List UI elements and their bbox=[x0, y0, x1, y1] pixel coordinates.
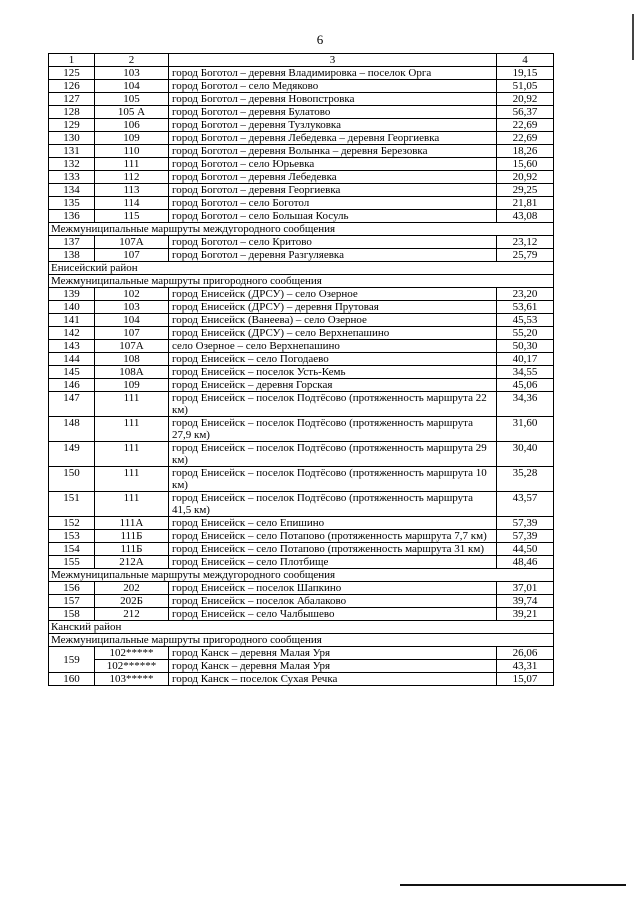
bottom-rule bbox=[400, 884, 626, 886]
route-length: 45,06 bbox=[497, 379, 554, 392]
row-number: 133 bbox=[49, 171, 95, 184]
route-length: 51,05 bbox=[497, 80, 554, 93]
table-row bbox=[49, 556, 554, 569]
route-number: 106 bbox=[95, 119, 169, 132]
route-name: город Енисейск – поселок Подтёсово (протяженность маршрута 10 км) bbox=[169, 467, 497, 492]
row-number: 143 bbox=[49, 340, 95, 353]
row-number: 136 bbox=[49, 210, 95, 223]
row-number: 159 bbox=[49, 647, 95, 673]
table-row bbox=[49, 442, 554, 467]
route-number: 109 bbox=[95, 379, 169, 392]
route-name: город Енисейск – село Плотбище bbox=[169, 556, 497, 569]
row-number: 156 bbox=[49, 582, 95, 595]
route-length: 35,28 bbox=[497, 467, 554, 492]
route-name: город Канск – деревня Малая Уря bbox=[169, 660, 497, 673]
row-number: 131 bbox=[49, 145, 95, 158]
route-number: 111 bbox=[95, 467, 169, 492]
section-row bbox=[49, 634, 554, 647]
routes-table bbox=[48, 53, 554, 686]
route-name: город Енисейск (Ванеева) – село Озерное bbox=[169, 314, 497, 327]
table-row bbox=[49, 608, 554, 621]
table-row bbox=[49, 210, 554, 223]
route-length: 39,74 bbox=[497, 595, 554, 608]
route-name: город Боготол – деревня Тузлуковка bbox=[169, 119, 497, 132]
route-number: 111 bbox=[95, 417, 169, 442]
section-title: Енисейский район bbox=[49, 262, 554, 275]
section-row bbox=[49, 275, 554, 288]
header-col-2: 2 bbox=[95, 54, 169, 67]
header-col-1: 1 bbox=[49, 54, 95, 67]
route-name: город Енисейск – поселок Абалаково bbox=[169, 595, 497, 608]
table-row bbox=[49, 379, 554, 392]
row-number: 127 bbox=[49, 93, 95, 106]
row-number: 129 bbox=[49, 119, 95, 132]
row-number: 149 bbox=[49, 442, 95, 467]
route-number: 108А bbox=[95, 366, 169, 379]
route-number: 212А bbox=[95, 556, 169, 569]
row-number: 146 bbox=[49, 379, 95, 392]
row-number: 148 bbox=[49, 417, 95, 442]
row-number: 140 bbox=[49, 301, 95, 314]
route-name: город Канск – поселок Сухая Речка bbox=[169, 673, 497, 686]
route-length: 25,79 bbox=[497, 249, 554, 262]
margin-mark bbox=[632, 14, 634, 60]
section-row bbox=[49, 621, 554, 634]
route-number: 114 bbox=[95, 197, 169, 210]
route-length: 57,39 bbox=[497, 530, 554, 543]
table-row bbox=[49, 327, 554, 340]
route-name: город Енисейск – поселок Подтёсово (протяженность маршрута 27,9 км) bbox=[169, 417, 497, 442]
route-number: 107А bbox=[95, 340, 169, 353]
route-name: город Боготол – деревня Булатово bbox=[169, 106, 497, 119]
route-length: 20,92 bbox=[497, 93, 554, 106]
table-row bbox=[49, 158, 554, 171]
route-number: 107А bbox=[95, 236, 169, 249]
route-name: город Енисейск – деревня Горская bbox=[169, 379, 497, 392]
header-col-4: 4 bbox=[497, 54, 554, 67]
table-row bbox=[49, 366, 554, 379]
route-name: село Озерное – село Верхнепашино bbox=[169, 340, 497, 353]
table-row bbox=[49, 582, 554, 595]
row-number: 134 bbox=[49, 184, 95, 197]
route-length: 53,61 bbox=[497, 301, 554, 314]
section-title: Канский район bbox=[49, 621, 554, 634]
row-number: 142 bbox=[49, 327, 95, 340]
row-number: 128 bbox=[49, 106, 95, 119]
section-title: Межмуниципальные маршруты пригородного сообщения bbox=[49, 275, 554, 288]
table-row bbox=[49, 288, 554, 301]
route-length: 34,36 bbox=[497, 392, 554, 417]
route-length: 40,17 bbox=[497, 353, 554, 366]
route-name: город Енисейск – поселок Подтёсово (протяженность маршрута 41,5 км) bbox=[169, 492, 497, 517]
route-number: 103 bbox=[95, 301, 169, 314]
route-length: 19,15 bbox=[497, 67, 554, 80]
route-name: город Енисейск – поселок Усть-Кемь bbox=[169, 366, 497, 379]
route-name: город Боготол – деревня Волынка – деревня Березовка bbox=[169, 145, 497, 158]
route-length: 44,50 bbox=[497, 543, 554, 556]
route-length: 43,08 bbox=[497, 210, 554, 223]
route-number: 113 bbox=[95, 184, 169, 197]
row-number: 155 bbox=[49, 556, 95, 569]
route-number: 111 bbox=[95, 392, 169, 417]
table-row bbox=[49, 353, 554, 366]
route-length: 55,20 bbox=[497, 327, 554, 340]
table-row bbox=[49, 197, 554, 210]
table-row bbox=[49, 67, 554, 80]
row-number: 138 bbox=[49, 249, 95, 262]
row-number: 135 bbox=[49, 197, 95, 210]
route-length: 22,69 bbox=[497, 132, 554, 145]
route-number: 105 bbox=[95, 93, 169, 106]
route-number: 108 bbox=[95, 353, 169, 366]
table-row bbox=[49, 392, 554, 417]
row-number: 151 bbox=[49, 492, 95, 517]
row-number: 152 bbox=[49, 517, 95, 530]
route-number: 102***** bbox=[95, 647, 169, 660]
table-row bbox=[49, 467, 554, 492]
route-number: 202 bbox=[95, 582, 169, 595]
section-row bbox=[49, 262, 554, 275]
table-row bbox=[49, 132, 554, 145]
route-number: 107 bbox=[95, 327, 169, 340]
route-number: 111 bbox=[95, 492, 169, 517]
row-number: 144 bbox=[49, 353, 95, 366]
route-number: 111Б bbox=[95, 530, 169, 543]
table-row bbox=[49, 517, 554, 530]
route-length: 50,30 bbox=[497, 340, 554, 353]
route-name: город Канск – деревня Малая Уря bbox=[169, 647, 497, 660]
route-length: 37,01 bbox=[497, 582, 554, 595]
route-name: город Енисейск (ДРСУ) – село Озерное bbox=[169, 288, 497, 301]
table-row bbox=[49, 314, 554, 327]
route-length: 34,55 bbox=[497, 366, 554, 379]
route-length: 30,40 bbox=[497, 442, 554, 467]
route-name: город Боготол – деревня Разгуляевка bbox=[169, 249, 497, 262]
route-length: 31,60 bbox=[497, 417, 554, 442]
route-number: 115 bbox=[95, 210, 169, 223]
route-name: город Боготол – село Большая Косуль bbox=[169, 210, 497, 223]
route-name: город Енисейск (ДРСУ) – село Верхнепашино bbox=[169, 327, 497, 340]
route-name: город Боготол – деревня Георгиевка bbox=[169, 184, 497, 197]
route-name: город Боготол – деревня Лебедевка – деревня Георгиевка bbox=[169, 132, 497, 145]
route-number: 202Б bbox=[95, 595, 169, 608]
table-row bbox=[49, 249, 554, 262]
table-header-row bbox=[49, 54, 554, 67]
route-length: 15,60 bbox=[497, 158, 554, 171]
route-name: город Боготол – село Юрьевка bbox=[169, 158, 497, 171]
route-number: 212 bbox=[95, 608, 169, 621]
route-number: 107 bbox=[95, 249, 169, 262]
route-length: 22,69 bbox=[497, 119, 554, 132]
row-number: 154 bbox=[49, 543, 95, 556]
section-title: Межмуниципальные маршруты междугородного сообщения bbox=[49, 569, 554, 582]
route-number: 111 bbox=[95, 442, 169, 467]
route-name: город Боготол – село Критово bbox=[169, 236, 497, 249]
route-number: 110 bbox=[95, 145, 169, 158]
section-title: Межмуниципальные маршруты междугородного сообщения bbox=[49, 223, 554, 236]
table-row bbox=[49, 340, 554, 353]
route-length: 56,37 bbox=[497, 106, 554, 119]
route-length: 26,06 bbox=[497, 647, 554, 660]
header-col-3: 3 bbox=[169, 54, 497, 67]
route-length: 43,31 bbox=[497, 660, 554, 673]
route-name: город Боготол – деревня Лебедевка bbox=[169, 171, 497, 184]
route-number: 103***** bbox=[95, 673, 169, 686]
table-row bbox=[49, 595, 554, 608]
route-name: город Енисейск – поселок Шапкино bbox=[169, 582, 497, 595]
route-name: город Енисейск – поселок Подтёсово (протяженность маршрута 22 км) bbox=[169, 392, 497, 417]
page-number: 6 bbox=[316, 32, 324, 47]
row-number: 141 bbox=[49, 314, 95, 327]
route-length: 18,26 bbox=[497, 145, 554, 158]
table-row bbox=[49, 236, 554, 249]
route-name: город Боготол – деревня Новопстровка bbox=[169, 93, 497, 106]
route-name: город Енисейск – село Потапово (протяженность маршрута 31 км) bbox=[169, 543, 497, 556]
route-length: 23,20 bbox=[497, 288, 554, 301]
section-row bbox=[49, 569, 554, 582]
row-number: 130 bbox=[49, 132, 95, 145]
table-row bbox=[49, 543, 554, 556]
table-row bbox=[49, 301, 554, 314]
route-name: город Боготол – село Боготол bbox=[169, 197, 497, 210]
table-row bbox=[49, 171, 554, 184]
table-row bbox=[49, 184, 554, 197]
table-row bbox=[49, 145, 554, 158]
route-name: город Боготол – село Медяково bbox=[169, 80, 497, 93]
route-length: 39,21 bbox=[497, 608, 554, 621]
route-name: город Енисейск (ДРСУ) – деревня Прутовая bbox=[169, 301, 497, 314]
table-body bbox=[49, 67, 554, 686]
route-number: 102****** bbox=[95, 660, 169, 673]
route-name: город Енисейск – село Потапово (протяженность маршрута 7,7 км) bbox=[169, 530, 497, 543]
route-number: 105 А bbox=[95, 106, 169, 119]
route-length: 57,39 bbox=[497, 517, 554, 530]
table-row bbox=[49, 660, 554, 673]
route-number: 112 bbox=[95, 171, 169, 184]
route-length: 48,46 bbox=[497, 556, 554, 569]
route-number: 111Б bbox=[95, 543, 169, 556]
route-name: город Боготол – деревня Владимировка – поселок Орга bbox=[169, 67, 497, 80]
row-number: 125 bbox=[49, 67, 95, 80]
row-number: 145 bbox=[49, 366, 95, 379]
route-name: город Енисейск – село Епишино bbox=[169, 517, 497, 530]
table-row bbox=[49, 673, 554, 686]
route-name: город Енисейск – село Чалбышево bbox=[169, 608, 497, 621]
route-length: 20,92 bbox=[497, 171, 554, 184]
route-length: 15,07 bbox=[497, 673, 554, 686]
row-number: 158 bbox=[49, 608, 95, 621]
table-row bbox=[49, 106, 554, 119]
row-number: 157 bbox=[49, 595, 95, 608]
section-title: Межмуниципальные маршруты пригородного сообщения bbox=[49, 634, 554, 647]
route-length: 29,25 bbox=[497, 184, 554, 197]
table-row bbox=[49, 492, 554, 517]
row-number: 139 bbox=[49, 288, 95, 301]
route-number: 109 bbox=[95, 132, 169, 145]
route-number: 111А bbox=[95, 517, 169, 530]
route-number: 103 bbox=[95, 67, 169, 80]
route-name: город Енисейск – поселок Подтёсово (протяженность маршрута 29 км) bbox=[169, 442, 497, 467]
route-length: 45,53 bbox=[497, 314, 554, 327]
route-length: 21,81 bbox=[497, 197, 554, 210]
row-number: 126 bbox=[49, 80, 95, 93]
table-row bbox=[49, 93, 554, 106]
table-row bbox=[49, 80, 554, 93]
row-number: 153 bbox=[49, 530, 95, 543]
section-row bbox=[49, 223, 554, 236]
table-row bbox=[49, 417, 554, 442]
route-name: город Енисейск – село Погодаево bbox=[169, 353, 497, 366]
row-number: 132 bbox=[49, 158, 95, 171]
table-row bbox=[49, 530, 554, 543]
route-number: 102 bbox=[95, 288, 169, 301]
route-length: 43,57 bbox=[497, 492, 554, 517]
route-number: 111 bbox=[95, 158, 169, 171]
route-number: 104 bbox=[95, 314, 169, 327]
route-length: 23,12 bbox=[497, 236, 554, 249]
table-row bbox=[49, 647, 554, 660]
row-number: 150 bbox=[49, 467, 95, 492]
table-row bbox=[49, 119, 554, 132]
row-number: 160 bbox=[49, 673, 95, 686]
row-number: 137 bbox=[49, 236, 95, 249]
route-number: 104 bbox=[95, 80, 169, 93]
row-number: 147 bbox=[49, 392, 95, 417]
